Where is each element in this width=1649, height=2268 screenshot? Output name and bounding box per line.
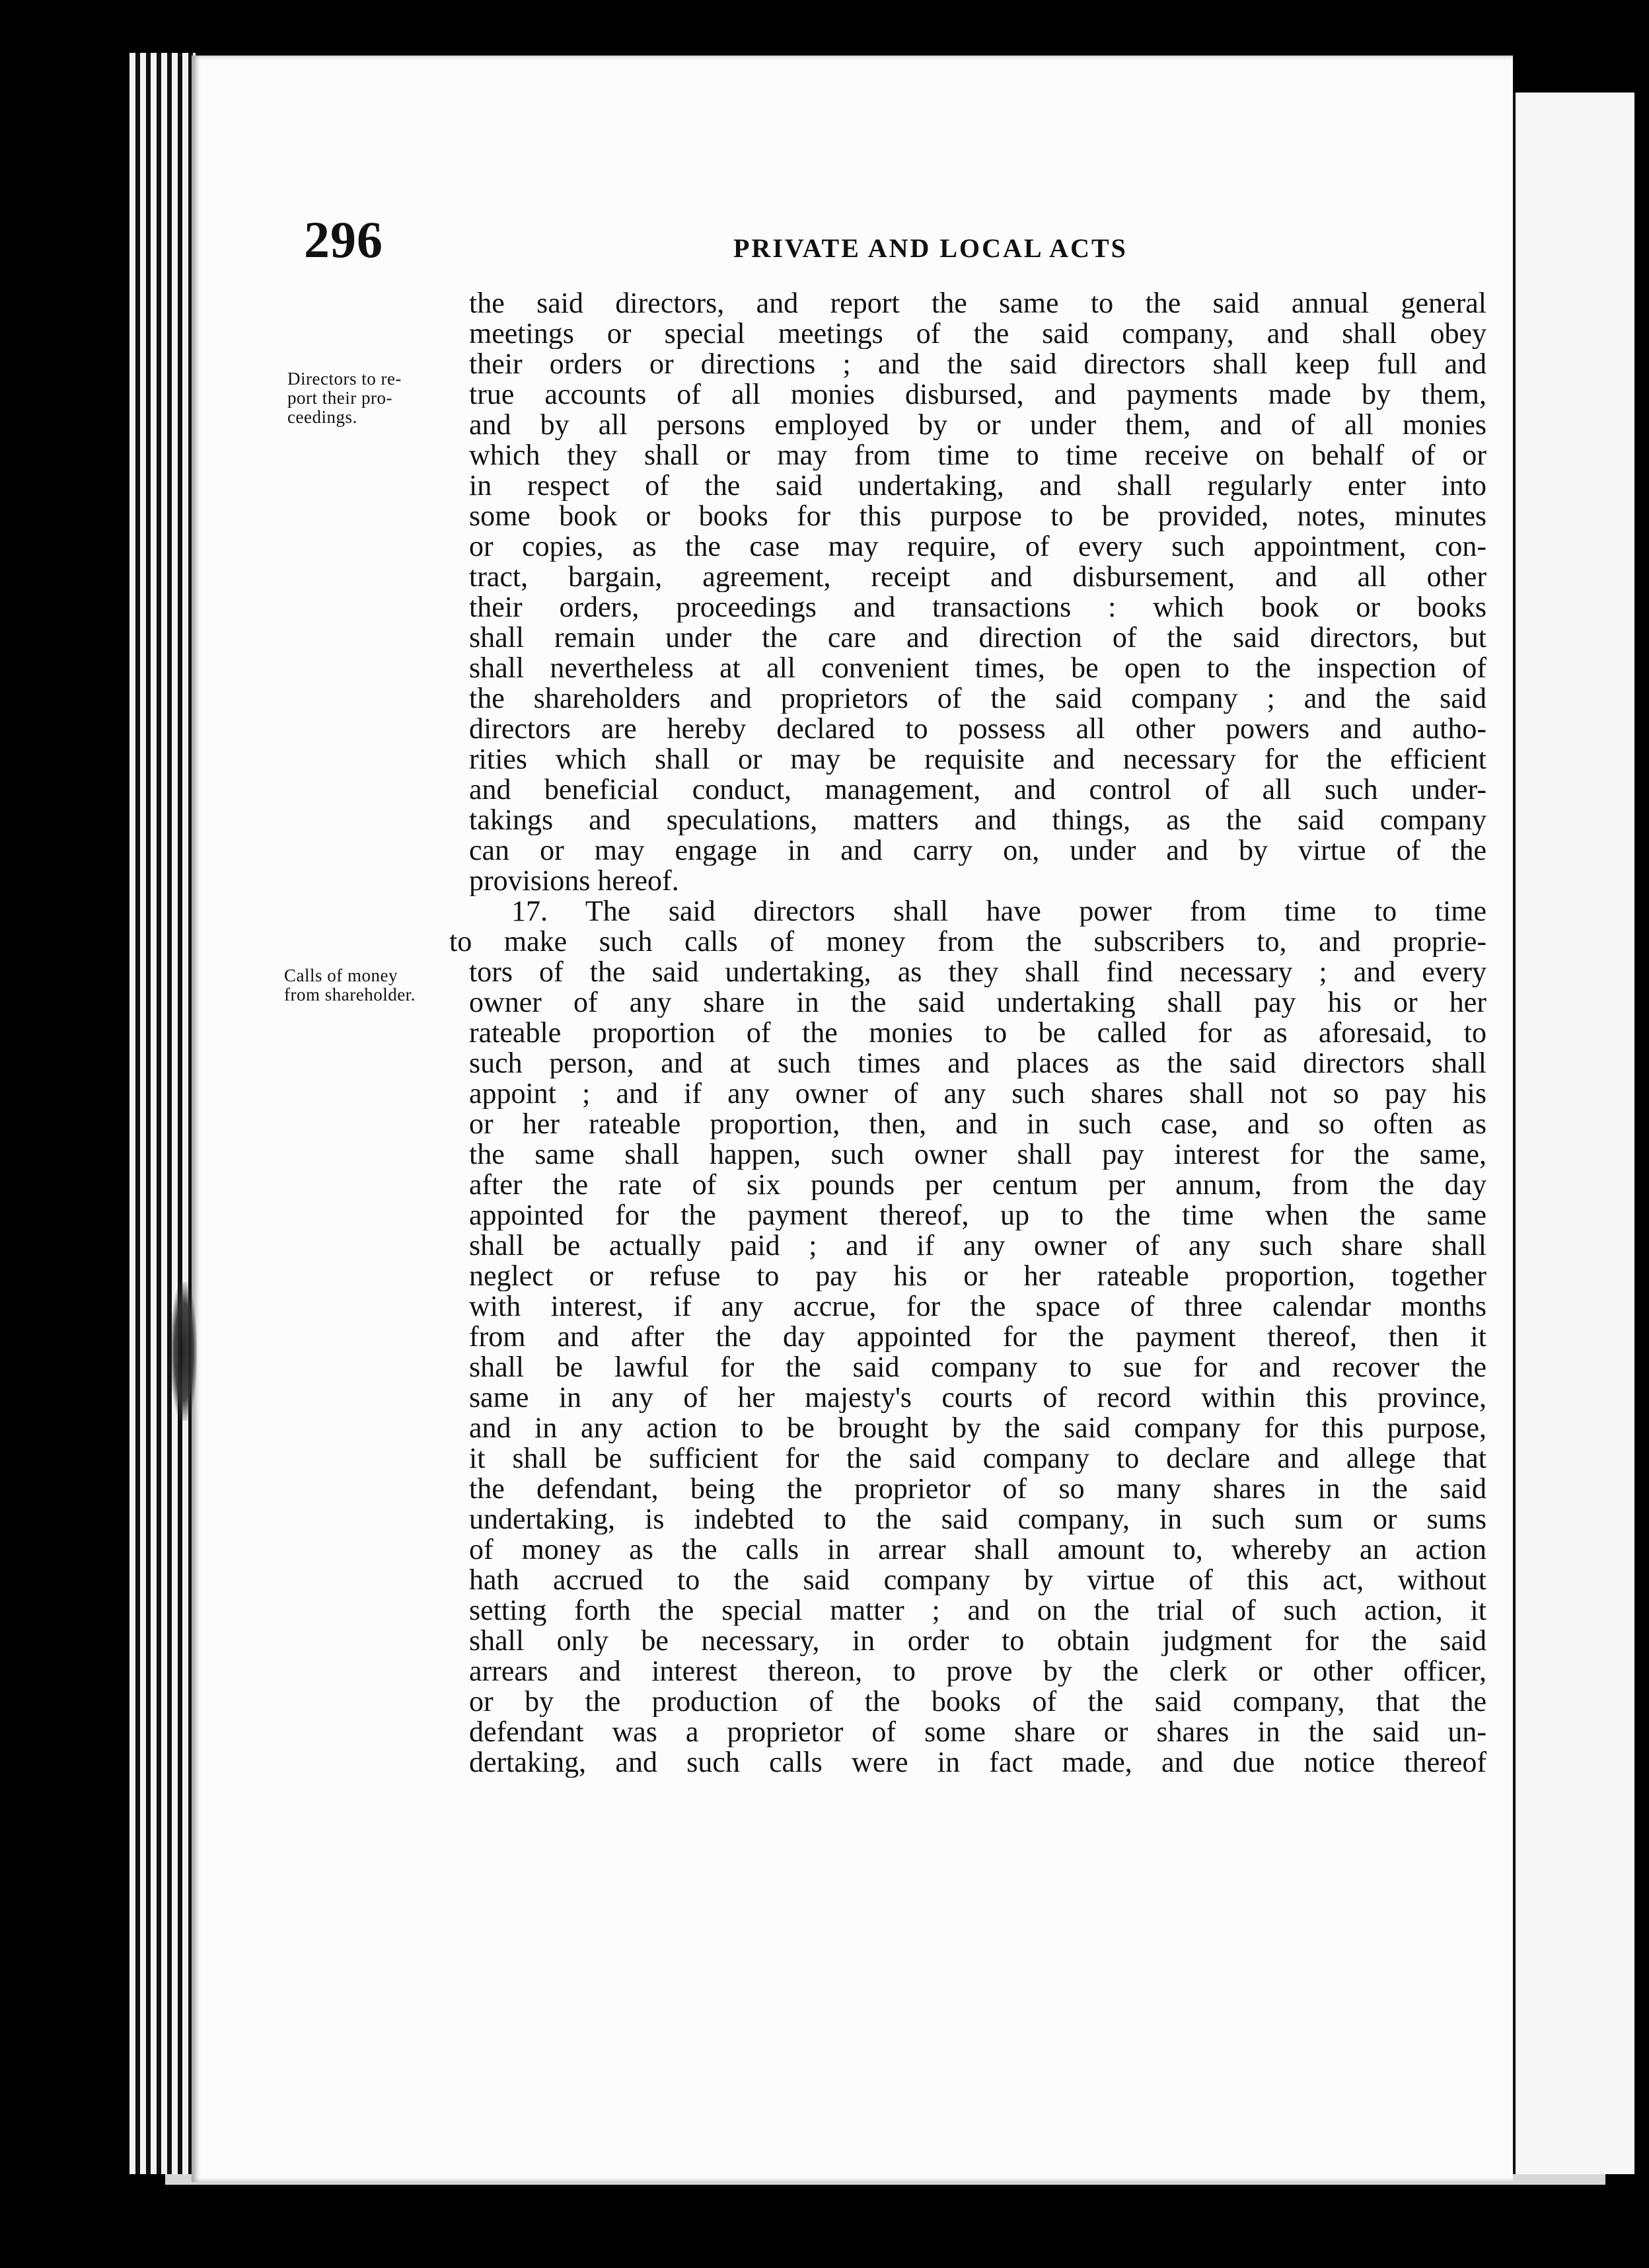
text-line: provisions hereof. — [469, 866, 679, 896]
text-line: shall be lawful for the said company to sue for and recover the — [469, 1352, 1486, 1382]
text-line: which they shall or may from time to time receive on behalf of or — [469, 440, 1486, 471]
body-text — [449, 288, 1486, 1778]
text-line: the shareholders and proprietors of the said company ; and the said — [469, 683, 1486, 714]
text-line: arrears and interest thereon, to prove by the clerk or other officer, — [469, 1656, 1486, 1686]
text-line: hath accrued to the said company by virtue of this act, without — [469, 1565, 1486, 1595]
text-line: appointed for the payment thereof, up to the time when the same — [469, 1200, 1486, 1230]
facing-page-edge — [1516, 93, 1634, 2174]
text-line: and beneficial conduct, management, and control of all such under- — [469, 775, 1486, 805]
text-line: or her rateable proportion, then, and in such case, and so often as — [469, 1109, 1486, 1139]
text-line: takings and speculations, matters and things, as the said company — [469, 805, 1486, 835]
text-line: undertaking, is indebted to the said company, in such sum or sums — [469, 1504, 1486, 1534]
text-line: tors of the said undertaking, as they shall find necessary ; and every — [469, 957, 1486, 987]
margin-note-calls-of-money: Calls of money from shareholder. — [284, 965, 416, 1004]
page-number: 296 — [304, 211, 383, 268]
text-line: shall nevertheless at all convenient times, be open to the inspection of — [469, 653, 1486, 683]
text-line: shall be actually paid ; and if any owner of any such share shall — [469, 1230, 1486, 1261]
text-line: or copies, as the case may require, of every such appointment, con- — [469, 531, 1486, 562]
text-line: to make such calls of money from the subscribers to, and proprie- — [449, 926, 1486, 957]
text-line: tract, bargain, agreement, receipt and disbursement, and all other — [469, 562, 1486, 592]
running-head: PRIVATE AND LOCAL ACTS — [733, 233, 1128, 263]
text-line: shall remain under the care and direction of the said directors, but — [469, 623, 1486, 653]
text-line: neglect or refuse to pay his or her rateable proportion, together — [469, 1261, 1486, 1291]
text-line: can or may engage in and carry on, under and by virtue of the — [469, 835, 1486, 866]
text-line: same in any of her majesty's courts of record within this province, — [469, 1382, 1486, 1413]
text-line: it shall be sufficient for the said company to declare and allege that — [469, 1443, 1486, 1474]
text-line: after the rate of six pounds per centum per annum, from the day — [469, 1170, 1486, 1200]
text-line: the defendant, being the proprietor of so many shares in the said — [469, 1474, 1486, 1504]
text-line: in respect of the said undertaking, and shall regularly enter into — [469, 471, 1486, 501]
text-line: of money as the calls in arrear shall amount to, whereby an action — [469, 1534, 1486, 1565]
text-line: rities which shall or may be requisite and necessary for the efficient — [469, 744, 1486, 775]
text-line: defendant was a proprietor of some share or shares in the said un- — [469, 1717, 1486, 1747]
text-line: rateable proportion of the monies to be called for as aforesaid, to — [469, 1018, 1486, 1048]
text-line: their orders or directions ; and the said directors shall keep full and — [469, 349, 1486, 379]
text-line: true accounts of all monies disbursed, and payments made by them, — [469, 379, 1486, 410]
text-line: meetings or special meetings of the said company, and shall obey — [469, 319, 1486, 349]
text-line: directors are hereby declared to possess all other powers and autho- — [469, 714, 1486, 744]
text-line: dertaking, and such calls were in fact made, and due notice thereof — [469, 1747, 1486, 1778]
text-line: the said directors, and report the same to the said annual general — [469, 288, 1486, 319]
text-line: and by all persons employed by or under them, and of all monies — [469, 410, 1486, 440]
text-line: from and after the day appointed for the payment thereof, then it — [469, 1322, 1486, 1352]
text-line: and in any action to be brought by the said company for this purpose, — [469, 1413, 1486, 1443]
scanned-page — [192, 56, 1513, 2182]
text-line: their orders, proceedings and transactions : which book or books — [469, 592, 1486, 623]
section-start-line: 17. The said directors shall have power from time to time — [511, 896, 1486, 926]
text-line: such person, and at such times and places as the said directors shall — [469, 1048, 1486, 1078]
text-line: with interest, if any accrue, for the space of three calendar months — [469, 1291, 1486, 1322]
scan-smudge — [170, 1282, 197, 1421]
book-edge-stripes — [129, 53, 196, 2174]
margin-note-directors-report: Directors to re- port their pro- ceedings. — [287, 369, 402, 427]
text-line: appoint ; and if any owner of any such shares shall not so pay his — [469, 1078, 1486, 1109]
text-line: or by the production of the books of the said company, that the — [469, 1686, 1486, 1717]
text-line: owner of any share in the said undertaking shall pay his or her — [469, 987, 1486, 1018]
text-line: some book or books for this purpose to be provided, notes, minutes — [469, 501, 1486, 531]
text-line: the same shall happen, such owner shall pay interest for the same, — [469, 1139, 1486, 1170]
text-line: setting forth the special matter ; and on the trial of such action, it — [469, 1595, 1486, 1626]
text-line: shall only be necessary, in order to obtain judgment for the said — [469, 1626, 1486, 1656]
